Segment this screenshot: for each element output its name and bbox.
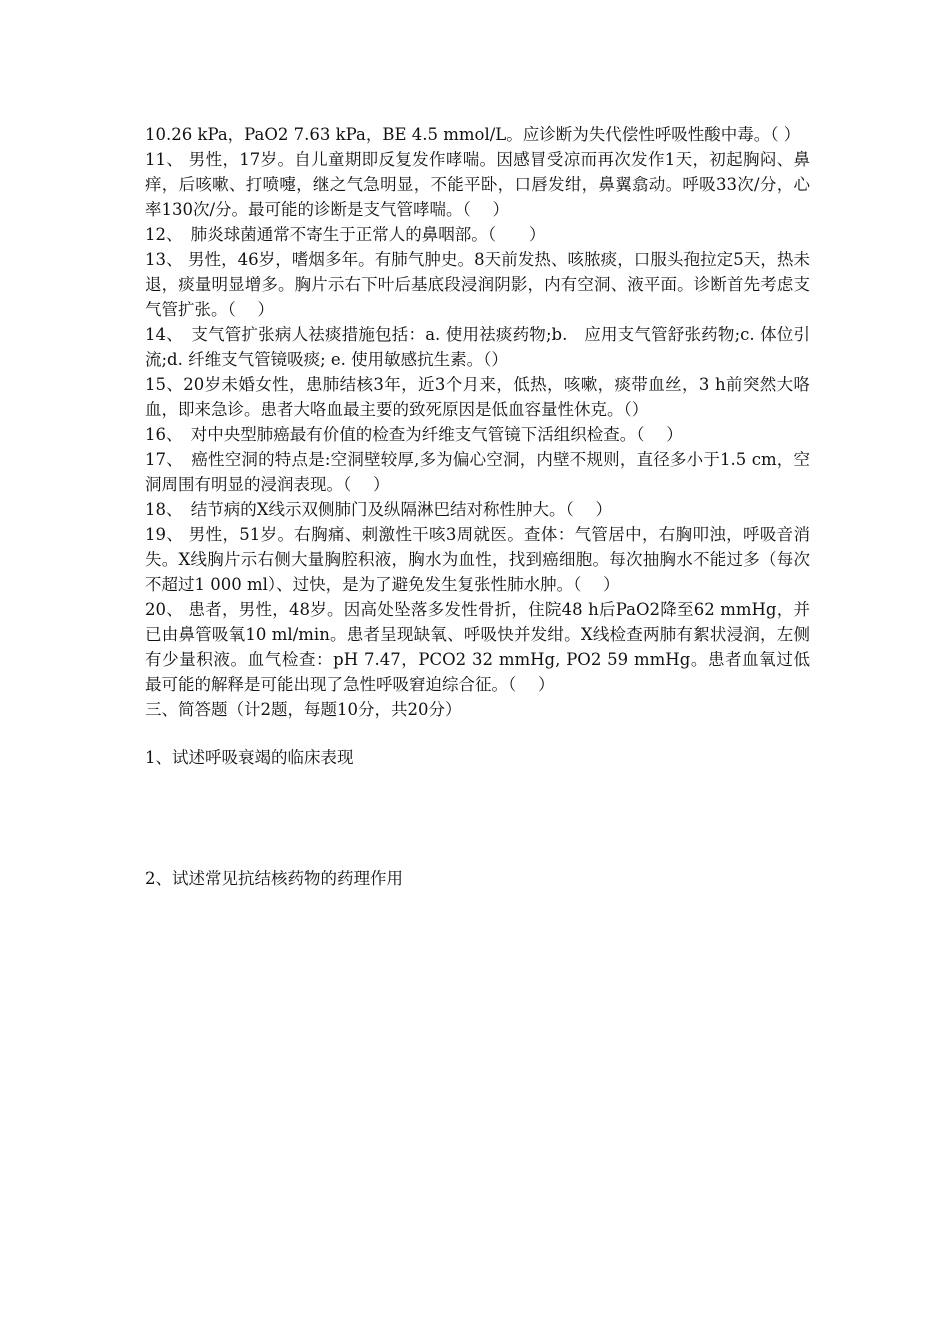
question-14: 14、 支气管扩张病人祛痰措施包括：a. 使用祛痰药物;b. 应用支气管舒张药物;c. 体位引流;d. 纤维支气管镜吸痰; e. 使用敏感抗生素。（） bbox=[145, 325, 810, 369]
question-19: 19、 男性，51岁。右胸痛、刺激性干咳3周就医。查体：气管居中，右胸叩浊，呼吸音消失。X线胸片示右侧大量胸腔积液，胸水为血性，找到癌细胞。每次抽胸水不能过多（每次不超过1 000 ml）、过快，是为了避免发生复张性肺水肿。（ ） bbox=[145, 525, 810, 594]
question-10-continuation: 10.26 kPa，PaO2 7.63 kPa，BE 4.5 mmol/L。应诊断为失代偿性呼吸性酸中毒。（ ） bbox=[145, 125, 801, 144]
section-3-title: 三、简答题（计2题，每题10分，共20分） bbox=[145, 700, 462, 719]
question-11: 11、 男性，17岁。自儿童期即反复发作哮喘。因感冒受凉而再次发作1天，初起胸闷、鼻痒，后咳嗽、打喷嚏，继之气急明显，不能平卧，口唇发绀，鼻翼翕动。呼吸33次/分，心率130次/分。最可能的诊断是支气管哮喘。（ ） bbox=[145, 150, 810, 219]
document-body bbox=[145, 122, 810, 891]
question-17: 17、 癌性空洞的特点是:空洞壁较厚,多为偏心空洞，内壁不规则，直径多小于1.5 cm，空洞周围有明显的浸润表现。（ ） bbox=[145, 450, 810, 494]
question-12: 12、 肺炎球菌通常不寄生于正常人的鼻咽部。（ ） bbox=[145, 225, 546, 244]
question-20: 20、 患者，男性，48岁。因高处坠落多发性骨折，住院48 h后PaO2降至62 mmHg，并已由鼻管吸氧10 ml/min。患者呈现缺氧、呼吸快并发绀。X线检查两肺有絮状浸润，左侧有少量积液。血气检查：pH 7.47，PCO2 32 mmHg, PO2 59 mmHg。患者血氧过低最可能的解释是可能出现了急性呼吸窘迫综合征。（ ） bbox=[145, 600, 810, 694]
question-15: 15、20岁未婚女性，患肺结核3年，近3个月来，低热，咳嗽，痰带血丝，3 h前突然大咯血，即来急诊。患者大咯血最主要的致死原因是低血容量性休克。（） bbox=[145, 375, 810, 419]
question-16: 16、 对中央型肺癌最有价值的检查为纤维支气管镜下活组织检查。（ ） bbox=[145, 425, 683, 444]
question-18: 18、 结节病的X线示双侧肺门及纵隔淋巴结对称性肿大。（ ） bbox=[145, 500, 612, 519]
question-13: 13、 男性，46岁，嗜烟多年。有肺气肿史。8天前发热、咳脓痰，口服头孢拉定5天，热未退，痰量明显增多。胸片示右下叶后基底段浸润阴影，内有空洞、液平面。诊断首先考虑支气管扩张。（ ） bbox=[145, 250, 810, 319]
essay-question-1: 1、试述呼吸衰竭的临床表现 bbox=[145, 748, 354, 767]
essay-question-2: 2、试述常见抗结核药物的药理作用 bbox=[145, 869, 403, 888]
